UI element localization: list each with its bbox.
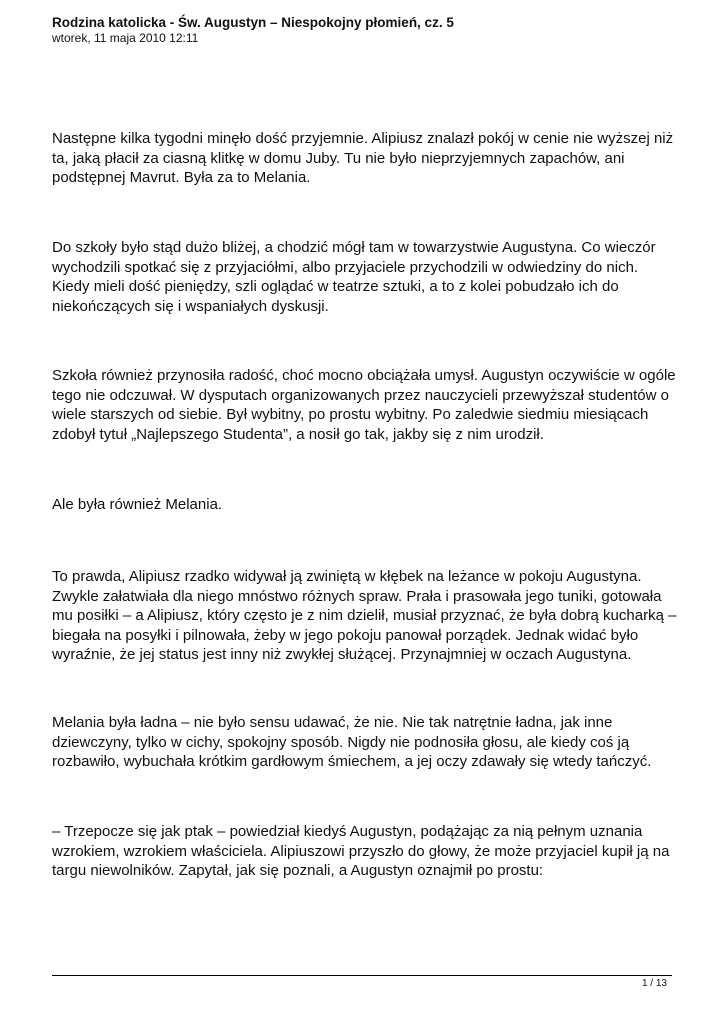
paragraph-2: Do szkoły było stąd dużo bliżej, a chodzić mógł tam w towarzystwie Augustyna. Co wieczór wychodzili spotkać się z przyjaciółmi, albo przyjaciele przychodzili w odwiedziny do nich. Kiedy mieli dość pieniędzy, szli oglądać w teatrze sztuki, a to z kolei pobudzało ich do niekończących się i wspaniałych dyskusji.	[52, 239, 656, 315]
document-title: Rodzina katolicka - Św. Augustyn – Niespokojny płomień, cz. 5	[52, 15, 454, 30]
footer-divider	[52, 975, 672, 976]
paragraph-4: Ale była również Melania.	[52, 496, 223, 513]
paragraph-6: Melania była ładna – nie było sensu udawać, że nie. Nie tak natrętnie ładna, jak inne dziewczyny, tylko w cichy, spokojny sposób. Nigdy nie podnosiła głosu, ale kiedy coś ją rozbawiło, wybuchała krótkim gardłowym śmiechem, a jej oczy zdawały się wtedy tańczyć.	[52, 714, 652, 770]
page-header	[52, 14, 672, 45]
paragraph-1: Następne kilka tygodni minęło dość przyjemnie. Alipiusz znalazł pokój w cenie nie wyższej niż ta, jaką płacił za ciasną klitkę w domu Juby. Tu nie było nieprzyjemnych zapachów, ani podstępnej Mavrut. Była za to Melania.	[52, 130, 674, 186]
paragraph-5: To prawda, Alipiusz rzadko widywał ją zwiniętą w kłębek na leżance w pokoju Augustyna. Zwykle załatwiała dla niego mnóstwo różnych spraw. Prała i prasowała jego tuniki, gotowała mu posiłki – a Alipiusz, który często je z nim dzielił, musiał przyznać, że była dobrą kucharką – biegała na posyłki i pilnowała, żeby w jego pokoju panował porządek. Jednak widać było wyraźnie, że jej status jest inny niż zwykłej służącej. Przynajmniej w oczach Augustyna.	[52, 568, 677, 663]
page-number: 1 / 13	[641, 978, 667, 989]
document-date: wtorek, 11 maja 2010 12:11	[52, 31, 199, 45]
paragraph-3: Szkoła również przynosiła radość, choć mocno obciążała umysł. Augustyn oczywiście w ogóle tego nie odczuwał. W dysputach organizowanych przez nauczycieli przewyższał studentów o wiele starszych od siebie. Był wybitny, po prostu wybitny. Po zaledwie siedmiu miesiącach zdobył tytuł „Najlepszego Studenta”, a nosił go tak, jakby się z nim urodził.	[52, 367, 676, 443]
paragraph-7: – Trzepocze się jak ptak – powiedział kiedyś Augustyn, podążając za nią pełnym uznania wzrokiem, wzrokiem właściciela. Alipiuszowi przyszło do głowy, że może przyjaciel kupił ją na targu niewolników. Zapytał, jak się poznali, a Augustyn oznajmił po prostu:	[52, 823, 670, 879]
